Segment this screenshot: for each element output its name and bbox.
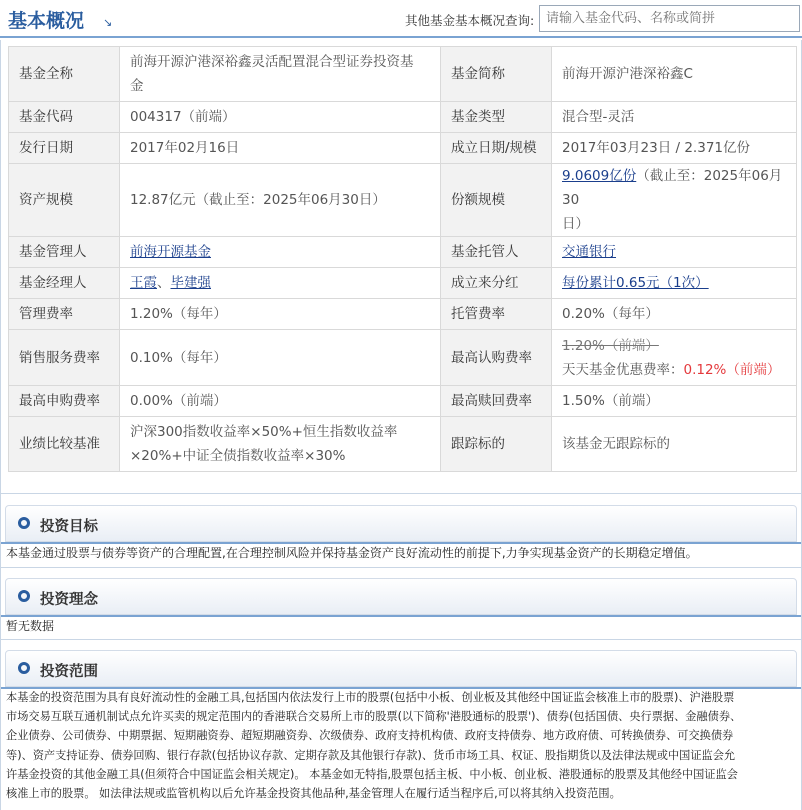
sales-fee-label: 销售服务费率 [9,330,120,386]
manager-company-label: 基金管理人 [9,237,120,268]
full-name-value: 前海开源沪港深裕鑫灵活配置混合型证券投资基 金 [120,47,441,102]
custodian-link[interactable]: 交通银行 [562,244,616,260]
shares-link[interactable]: 9.0609亿份 [562,168,637,184]
custody-fee-value: 0.20%（每年） [552,299,797,330]
fund-managers-value: 王霞、毕建强 [120,268,441,299]
shares-value: 9.0609亿份（截止至：2025年06月30 日） [552,164,797,237]
tracking-value: 该基金无跟踪标的 [552,417,797,472]
circle-bullet-icon [18,517,30,529]
code-label: 基金代码 [9,102,120,133]
type-value: 混合型-灵活 [552,102,797,133]
divider [0,493,802,494]
page-title: 基本概况 [8,10,85,32]
custodian-value [552,237,797,268]
search-label: 其他基金基本概况查询: [405,13,535,28]
expand-arrow-icon[interactable]: ↘ [103,16,113,29]
objective-section-header [5,505,797,542]
max-purchase-value: 0.00%（前端） [120,386,441,417]
fund-info-panel [0,40,802,493]
custodian-label: 基金托管人 [441,237,552,268]
assets-value: 12.87亿元（截止至：2025年06月30日） [120,164,441,237]
establish-value: 2017年03月23日 / 2.371亿份 [552,133,797,164]
benchmark-label: 业绩比较基准 [9,417,120,472]
issue-date-label: 发行日期 [9,133,120,164]
dividend-link[interactable]: 每份累计0.65元（1次） [562,275,709,291]
full-name-label: 基金全称 [9,47,120,102]
tracking-label: 跟踪标的 [441,417,552,472]
original-fee: 1.20%（前端） [562,337,659,354]
short-name-label: 基金简称 [441,47,552,102]
establish-label: 成立日期/规模 [441,133,552,164]
left-border [0,493,1,810]
objective-text: 本基金通过股票与债券等资产的合理配置,在合理控制风险并保持基金资产良好流动性的前提下,力争实现基金资产的长期稳定增值。 [6,546,698,560]
short-name-value: 前海开源沪港深裕鑫C [552,47,797,102]
shares-label: 份额规模 [441,164,552,237]
scope-title: 投资范围 [40,664,98,680]
max-redeem-value: 1.50%（前端） [552,386,797,417]
manager-link-1[interactable]: 王霞 [130,275,157,291]
manager-company-value [120,237,441,268]
fund-info-table [8,46,797,472]
sales-fee-value: 0.10%（每年） [120,330,441,386]
manager-link-2[interactable]: 毕建强 [170,275,211,291]
manager-company-link[interactable]: 前海开源基金 [130,244,211,260]
philosophy-text: 暂无数据 [6,619,55,633]
mgmt-fee-value: 1.20%（每年） [120,299,441,330]
max-redeem-label: 最高赎回费率 [441,386,552,417]
custody-fee-label: 托管费率 [441,299,552,330]
dividend-label: 成立来分红 [441,268,552,299]
circle-bullet-icon [18,590,30,602]
benchmark-value: 沪深300指数收益率×50%+恒生指数收益率 ×20%+中证全债指数收益率×30% [120,417,441,472]
circle-bullet-icon [18,662,30,674]
philosophy-title: 投资理念 [40,592,98,608]
max-subscription-value: 1.20%（前端） 天天基金优惠费率：0.12%（前端） [552,330,797,386]
dividend-value [552,268,797,299]
assets-label: 资产规模 [9,164,120,237]
max-subscription-label: 最高认购费率 [441,330,552,386]
divider [0,567,802,568]
issue-date-value: 2017年02月16日 [120,133,441,164]
type-label: 基金类型 [441,102,552,133]
divider [0,639,802,640]
max-purchase-label: 最高申购费率 [9,386,120,417]
page-header [0,0,802,38]
scope-text: 本基金的投资范围为具有良好流动性的金融工具,包括国内依法发行上市的股票(包括中小板、创业板及其他经中国证监会核准上市的股票)、沪港股票 市场交易互联互通机制试点允许买卖的规定范围内的香港联合交易所上市的股票(以下简称'港股通标的股票')、债券(包括国债、央行票据、金融债券、 企业债券、公司债券、中期票据、短期融资券、超短期融资券、次级债券、政府支持机构债、政府支持债券、地方政府债、可转换债券、可交换债券 等)、资产支持证券、债券回购、银行存款(包括协议存款、定期存款及其他银行存款)、货币市场工具、权证、股指期货以及法律法规或中国证监会允 许基金投资的其他金融工具(但须符合中国证监会相关规定)。 本基金如无特指,股票包括主板、中小板、创业板、港股通标的股票及其他经中国证监会 核准上市的股票。 如法律法规或监管机构以后允许基金投资其他品种,基金管理人在履行适当程序后,可以将其纳入投资范围。 [6,691,742,801]
scope-section-header [5,650,797,687]
code-value: 004317（前端） [120,102,441,133]
mgmt-fee-label: 管理费率 [9,299,120,330]
fund-search-input[interactable] [539,5,800,32]
philosophy-section-header [5,578,797,615]
fund-managers-label: 基金经理人 [9,268,120,299]
objective-title: 投资目标 [40,519,98,535]
discount-fee: 0.12%（前端） [683,361,781,378]
